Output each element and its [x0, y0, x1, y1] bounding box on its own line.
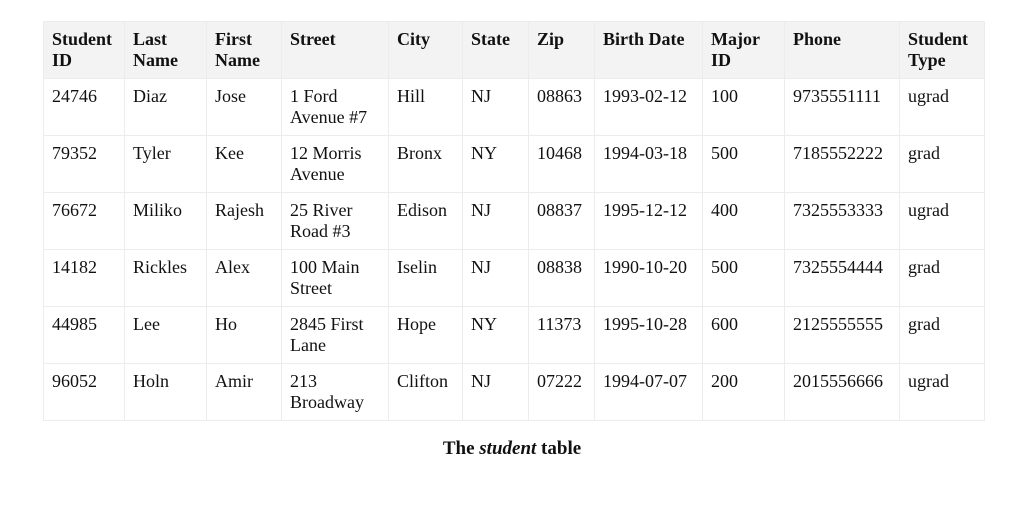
- table-cell: grad: [900, 136, 985, 193]
- table-cell: Hill: [389, 79, 463, 136]
- column-header: Student Type: [900, 22, 985, 79]
- table-cell: Clifton: [389, 364, 463, 421]
- table-cell: Amir: [207, 364, 282, 421]
- caption-suffix: table: [541, 438, 582, 459]
- column-header: Street: [282, 22, 389, 79]
- column-header: Zip: [529, 22, 595, 79]
- column-header: City: [389, 22, 463, 79]
- table-body: [44, 79, 985, 421]
- table-cell: NJ: [463, 79, 529, 136]
- table-cell: 600: [703, 307, 785, 364]
- table-cell: 08837: [529, 193, 595, 250]
- column-header: Birth Date: [595, 22, 703, 79]
- table-cell: 500: [703, 250, 785, 307]
- table-cell: Ho: [207, 307, 282, 364]
- table-cell: Edison: [389, 193, 463, 250]
- caption-emphasis: student: [479, 438, 537, 459]
- table-cell: Kee: [207, 136, 282, 193]
- table-cell: 213 Broadway: [282, 364, 389, 421]
- table-cell: 1995-10-28: [595, 307, 703, 364]
- table-cell: 25 River Road #3: [282, 193, 389, 250]
- table-row: [44, 307, 985, 364]
- table-cell: 500: [703, 136, 785, 193]
- student-table-container: [43, 21, 984, 421]
- column-header: Phone: [785, 22, 900, 79]
- column-header: First Name: [207, 22, 282, 79]
- table-cell: 1994-07-07: [595, 364, 703, 421]
- table-header-row: [44, 22, 985, 79]
- table-cell: ugrad: [900, 193, 985, 250]
- table-cell: grad: [900, 307, 985, 364]
- column-header: Last Name: [125, 22, 207, 79]
- table-cell: Bronx: [389, 136, 463, 193]
- caption-prefix: The: [442, 438, 475, 459]
- table-row: [44, 79, 985, 136]
- table-cell: 2015556666: [785, 364, 900, 421]
- table-cell: Jose: [207, 79, 282, 136]
- table-cell: 76672: [44, 193, 125, 250]
- table-cell: Alex: [207, 250, 282, 307]
- table-cell: 1995-12-12: [595, 193, 703, 250]
- table-cell: NJ: [463, 364, 529, 421]
- table-cell: 2845 First Lane: [282, 307, 389, 364]
- table-cell: 1 Ford Avenue #7: [282, 79, 389, 136]
- column-header: Student ID: [44, 22, 125, 79]
- table-cell: grad: [900, 250, 985, 307]
- table-cell: 44985: [44, 307, 125, 364]
- column-header: Major ID: [703, 22, 785, 79]
- table-cell: ugrad: [900, 364, 985, 421]
- table-row: [44, 250, 985, 307]
- table-cell: 12 Morris Avenue: [282, 136, 389, 193]
- table-cell: 96052: [44, 364, 125, 421]
- table-cell: 08863: [529, 79, 595, 136]
- table-cell: 9735551111: [785, 79, 900, 136]
- table-cell: 7325554444: [785, 250, 900, 307]
- student-table: [43, 21, 985, 421]
- table-row: [44, 193, 985, 250]
- table-cell: Hope: [389, 307, 463, 364]
- table-cell: 24746: [44, 79, 125, 136]
- table-cell: NY: [463, 307, 529, 364]
- table-cell: Miliko: [125, 193, 207, 250]
- table-row: [44, 136, 985, 193]
- table-cell: NJ: [463, 250, 529, 307]
- table-cell: 1990-10-20: [595, 250, 703, 307]
- table-cell: ugrad: [900, 79, 985, 136]
- table-cell: 11373: [529, 307, 595, 364]
- table-cell: NJ: [463, 193, 529, 250]
- table-cell: 400: [703, 193, 785, 250]
- table-cell: 200: [703, 364, 785, 421]
- table-cell: 1993-02-12: [595, 79, 703, 136]
- table-caption: [0, 438, 1024, 460]
- table-cell: 79352: [44, 136, 125, 193]
- table-cell: Holn: [125, 364, 207, 421]
- table-cell: 2125555555: [785, 307, 900, 364]
- table-cell: 7185552222: [785, 136, 900, 193]
- table-cell: NY: [463, 136, 529, 193]
- table-cell: Diaz: [125, 79, 207, 136]
- table-cell: 07222: [529, 364, 595, 421]
- table-cell: Rickles: [125, 250, 207, 307]
- column-header: State: [463, 22, 529, 79]
- table-cell: 14182: [44, 250, 125, 307]
- table-cell: 1994-03-18: [595, 136, 703, 193]
- table-cell: Iselin: [389, 250, 463, 307]
- table-cell: 08838: [529, 250, 595, 307]
- table-cell: 7325553333: [785, 193, 900, 250]
- table-cell: 100: [703, 79, 785, 136]
- table-cell: 10468: [529, 136, 595, 193]
- table-cell: Lee: [125, 307, 207, 364]
- table-cell: Rajesh: [207, 193, 282, 250]
- table-cell: 100 Main Street: [282, 250, 389, 307]
- table-cell: Tyler: [125, 136, 207, 193]
- table-row: [44, 364, 985, 421]
